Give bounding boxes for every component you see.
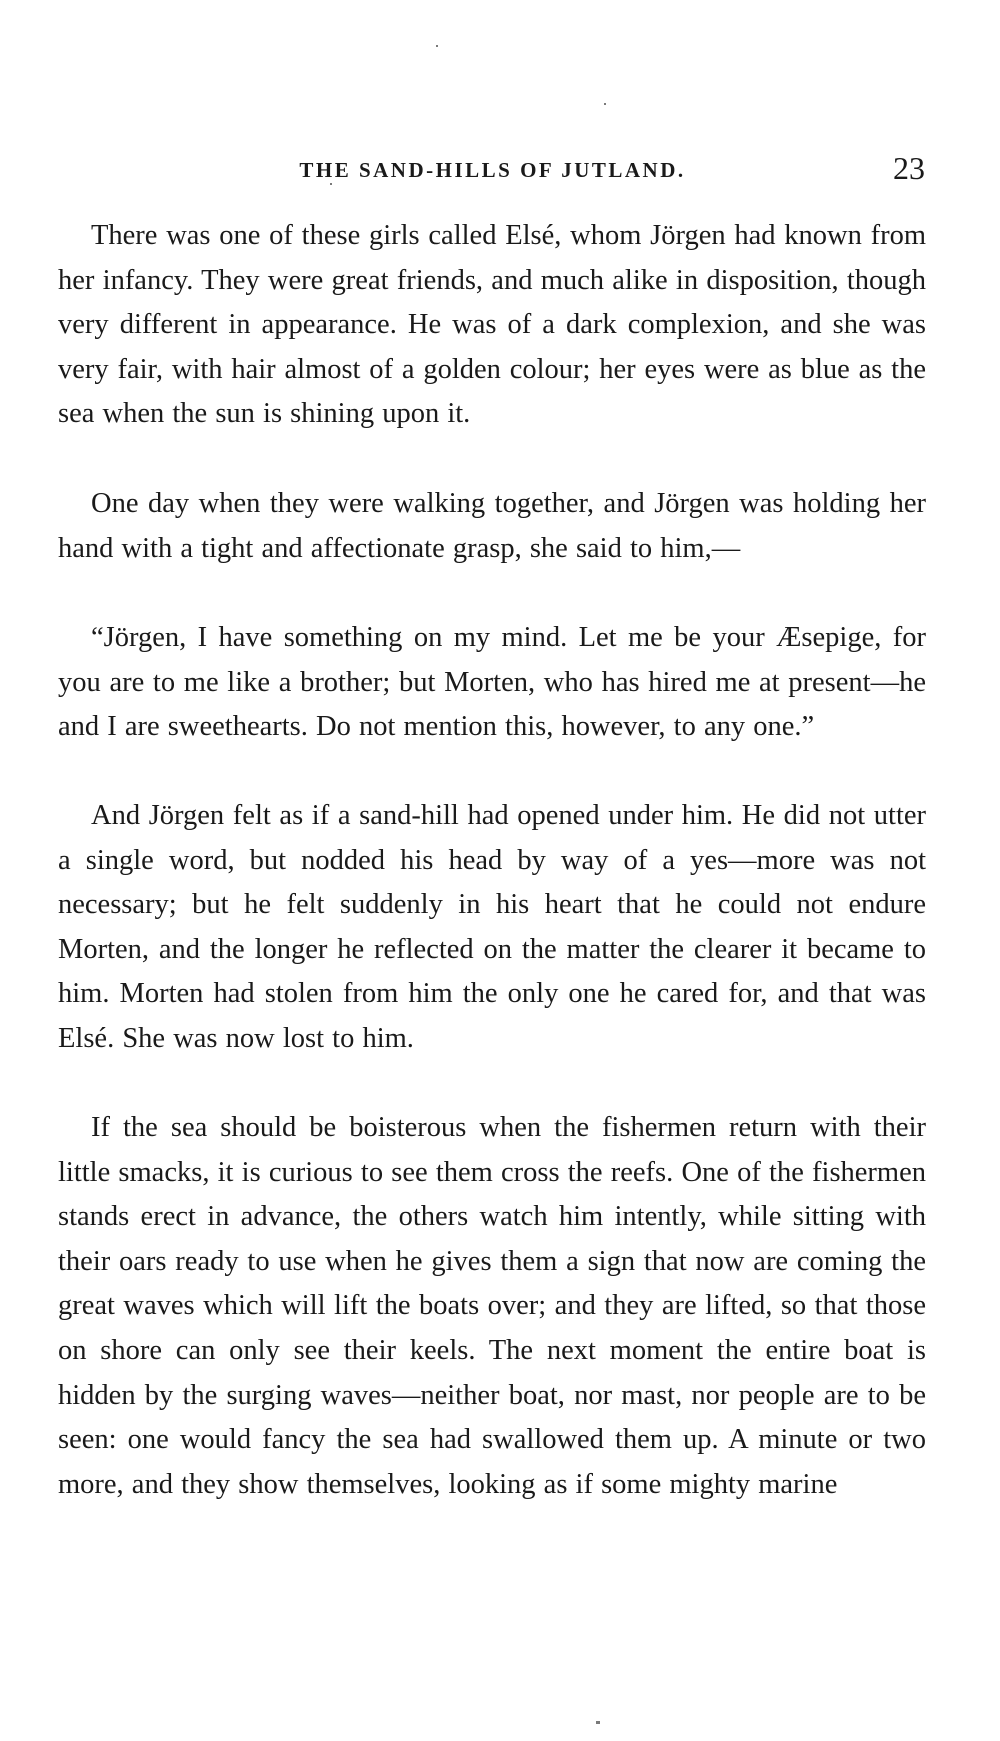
paragraph-text: And Jörgen felt as if a sand-hill had opened under him. He did not utter a single word, but nodded his head by way of a yes—more was not necessary; but he felt suddenly in his heart that he could not endure Morten, and the longer he reflected on the matter the clearer it became to him. Morten had stolen from him the only one he cared for, and that was Elsé. She was now lost to him. [58, 800, 926, 1054]
running-title: THE SAND-HILLS OF JUTLAND. [299, 158, 686, 182]
paragraph [58, 1106, 926, 1664]
paragraph [58, 794, 926, 1106]
paragraph [58, 482, 926, 616]
paragraph [58, 616, 926, 794]
paragraph [58, 214, 926, 482]
page-number: 23 [893, 150, 925, 186]
paragraph-text: “Jörgen, I have something on my mind. Let me be your Æsepige, for you are to me like a brother; but Morten, who has hired me at present—he and I are sweethearts. Do not mention this, however, to any one.” [58, 622, 926, 743]
scan-speck [604, 103, 606, 105]
body-text [58, 214, 926, 1664]
scan-speck [596, 1721, 600, 1724]
running-header [60, 150, 925, 190]
paragraph-text: There was one of these girls called Elsé, whom Jörgen had known from her infancy. They were great friends, and much alike in disposition, though very different in appearance. He was of a dark complexion, and she was very fair, with hair almost of a golden colour; her eyes were as blue as the sea when the sun is shining upon it. [58, 220, 926, 430]
scan-speck [330, 183, 332, 185]
paragraph-text: If the sea should be boisterous when the fishermen return with their little smacks, it is curious to see them cross the reefs. One of the fishermen stands erect in advance, the others watch him intently, while sitting with their oars ready to use when he gives them a sign that now are coming the great waves which will lift the boats over; and they are lifted, so that those on shore can only see their keels. The next moment the entire boat is hidden by the surging waves—neither boat, nor mast, nor people are to be seen: one would fancy the sea had swallowed them up. A minute or two more, and they show themselves, looking as if some mighty marine [58, 1112, 926, 1500]
scan-speck [436, 45, 438, 47]
paragraph-text: One day when they were walking together, and Jörgen was holding her hand with a tight and affectionate grasp, she said to him,— [58, 488, 926, 564]
